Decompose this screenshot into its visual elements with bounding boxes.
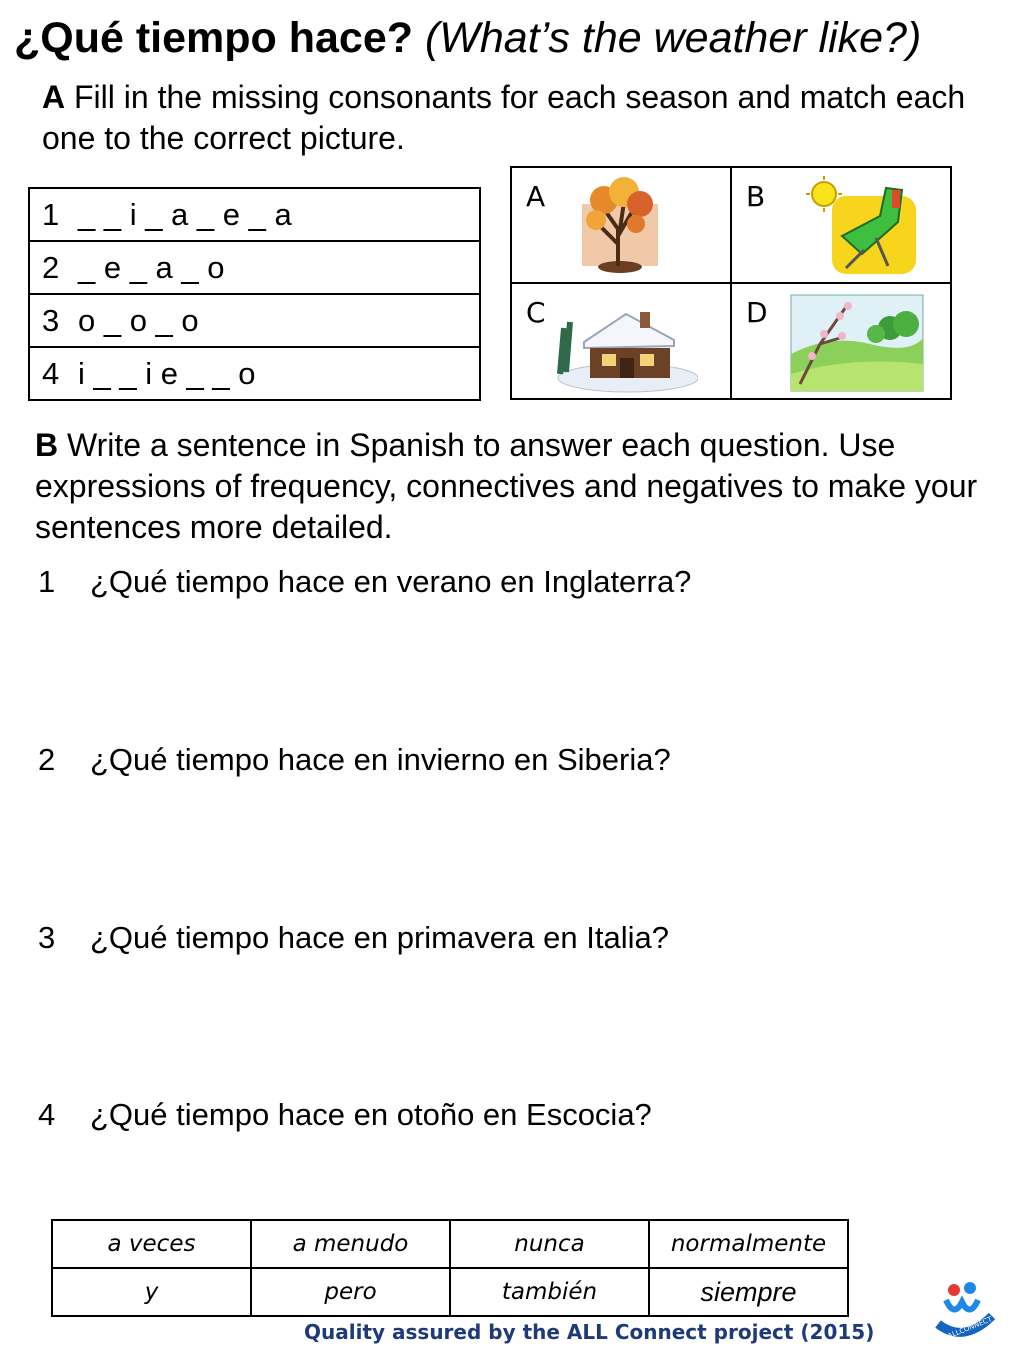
season-cell-3[interactable] (29, 294, 480, 347)
question-number: 1 (38, 564, 56, 599)
question-number: 4 (38, 1097, 56, 1132)
picture-letter: B (746, 180, 766, 213)
title-main: ¿Qué tiempo hace? (14, 14, 414, 62)
season-number: 2 (42, 249, 60, 285)
season-cell-2[interactable] (29, 241, 480, 294)
footer-credit: Quality assured by the ALL Connect project (2015) (304, 1320, 875, 1344)
section-b-letter: B (35, 427, 59, 463)
word-bank-cell: y (52, 1268, 251, 1316)
spring-blossom-landscape-icon (790, 294, 924, 392)
season-cell-1[interactable] (29, 188, 480, 241)
section-a-text: Fill in the missing consonants for each season and match each one to the correct picture. (42, 79, 966, 156)
season-pattern: _ _ i _ a _ e _ a (78, 196, 292, 232)
word-bank-cell: nunca (450, 1220, 649, 1268)
section-b-instruction (35, 425, 985, 548)
question-number: 3 (38, 920, 56, 955)
question-2 (38, 742, 671, 778)
word-bank-row (52, 1220, 848, 1268)
word-bank-cell: siempre (649, 1268, 848, 1316)
picture-cell-d[interactable] (731, 283, 951, 399)
question-4 (38, 1097, 652, 1133)
section-a-instruction (42, 77, 982, 159)
question-number: 2 (38, 742, 56, 777)
word-bank-cell: a menudo (251, 1220, 450, 1268)
word-bank-cell: normalmente (649, 1220, 848, 1268)
season-row (29, 347, 480, 400)
season-pattern: i _ _ i e _ _ o (78, 355, 256, 391)
word-bank-cell: a veces (52, 1220, 251, 1268)
word-bank-table (51, 1219, 849, 1317)
logo-text: ALLCONNECT (946, 1315, 994, 1341)
picture-letter: A (526, 180, 546, 213)
section-b-text: Write a sentence in Spanish to answer each question. Use expressions of frequency, connectives and negatives to make your sentences more detailed. (35, 427, 978, 545)
question-text: ¿Qué tiempo hace en verano en Inglaterra? (90, 564, 692, 599)
picture-cell-c[interactable] (511, 283, 731, 399)
section-a-letter: A (42, 79, 66, 115)
picture-letter: D (746, 296, 768, 329)
season-number: 4 (42, 355, 60, 391)
word-bank-cell: también (450, 1268, 649, 1316)
question-text: ¿Qué tiempo hace en otoño en Escocia? (90, 1097, 652, 1132)
page-title (14, 14, 921, 63)
season-pattern: o _ o _ o (78, 302, 199, 338)
season-row (29, 294, 480, 347)
question-3 (38, 920, 669, 956)
question-text: ¿Qué tiempo hace en invierno en Siberia? (90, 742, 671, 777)
season-row (29, 241, 480, 294)
word-bank-cell: pero (251, 1268, 450, 1316)
season-pattern: _ e _ a _ o (78, 249, 225, 285)
snowy-cabin-icon (556, 294, 698, 394)
all-connect-logo-icon (932, 1278, 996, 1342)
question-text: ¿Qué tiempo hace en primavera en Italia? (90, 920, 669, 955)
autumn-tree-icon (574, 174, 666, 278)
season-number: 1 (42, 196, 60, 232)
season-row (29, 188, 480, 241)
word-bank-row (52, 1268, 848, 1316)
season-table (28, 187, 481, 401)
picture-grid (510, 166, 952, 400)
picture-cell-b[interactable] (731, 167, 951, 283)
season-number: 3 (42, 302, 60, 338)
picture-letter: C (526, 296, 546, 329)
deckchair-sun-icon (802, 176, 920, 278)
season-cell-4[interactable] (29, 347, 480, 400)
picture-cell-a[interactable] (511, 167, 731, 283)
question-1 (38, 564, 691, 600)
title-translation: (What’s the weather like?) (424, 14, 922, 62)
